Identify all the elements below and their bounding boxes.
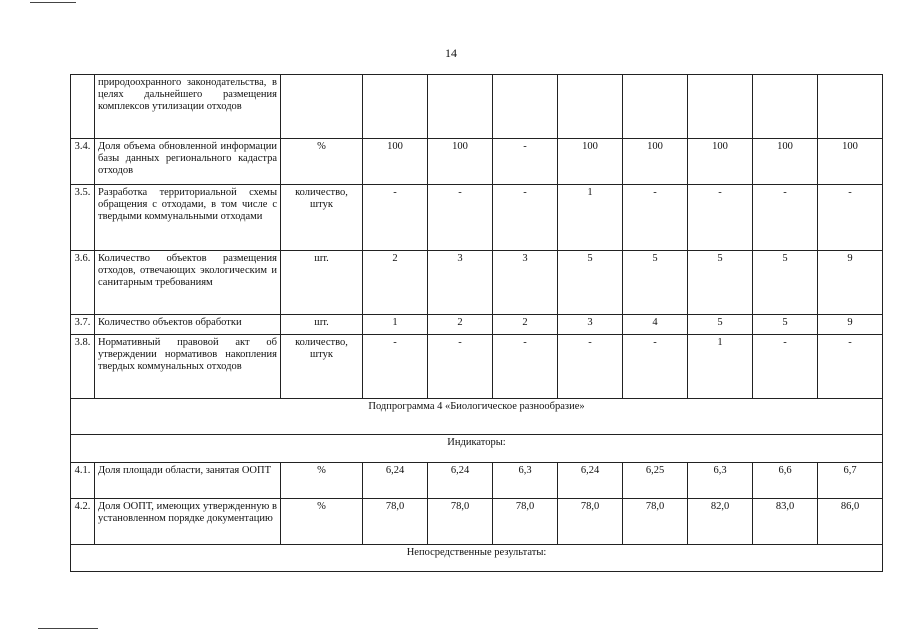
value-cell: 5 (753, 315, 818, 335)
table-row (71, 499, 883, 545)
value-cell: 9 (818, 315, 883, 335)
table-body (71, 75, 883, 572)
value-cell: 86,0 (818, 499, 883, 545)
value-cell: 3 (558, 315, 623, 335)
table-row (71, 315, 883, 335)
value-cell: - (818, 185, 883, 251)
value-cell: 82,0 (688, 499, 753, 545)
indicator-name: Количество объектов обработки (95, 315, 281, 335)
value-cell: 78,0 (558, 499, 623, 545)
value-cell: - (818, 335, 883, 399)
value-cell: 100 (363, 139, 428, 185)
value-cell: 2 (428, 315, 493, 335)
value-cell: 100 (688, 139, 753, 185)
value-cell: 6,6 (753, 463, 818, 499)
value-cell (623, 75, 688, 139)
unit-cell: шт. (281, 251, 363, 315)
value-cell: 6,3 (688, 463, 753, 499)
row-number: 4.1. (71, 463, 95, 499)
row-number: 4.2. (71, 499, 95, 545)
value-cell: 2 (363, 251, 428, 315)
value-cell: 5 (558, 251, 623, 315)
value-cell: 5 (753, 251, 818, 315)
value-cell: 1 (363, 315, 428, 335)
value-cell: 6,25 (623, 463, 688, 499)
unit-cell: количество, штук (281, 335, 363, 399)
value-cell: - (493, 139, 558, 185)
table-row (71, 75, 883, 139)
unit-cell: % (281, 499, 363, 545)
indicator-name: Доля объема обновленной информации базы данных регионального кадастра отходов (95, 139, 281, 185)
table-row (71, 139, 883, 185)
value-cell: - (428, 185, 493, 251)
value-cell: 78,0 (363, 499, 428, 545)
value-cell: 78,0 (493, 499, 558, 545)
indicator-name: Количество объектов размещения отходов, отвечающих экологическим и санитарным требованиям (95, 251, 281, 315)
value-cell (688, 75, 753, 139)
value-cell: 6,24 (428, 463, 493, 499)
scan-mark (38, 628, 98, 629)
row-number: 3.7. (71, 315, 95, 335)
value-cell (428, 75, 493, 139)
row-number: 3.6. (71, 251, 95, 315)
value-cell: 9 (818, 251, 883, 315)
value-cell (818, 75, 883, 139)
value-cell: 100 (818, 139, 883, 185)
unit-cell (281, 75, 363, 139)
section-row (71, 435, 883, 463)
section-heading: Подпрограмма 4 «Биологическое разнообразие» (71, 399, 883, 435)
value-cell: 5 (688, 251, 753, 315)
value-cell: 6,24 (558, 463, 623, 499)
table-row (71, 335, 883, 399)
unit-cell: количество, штук (281, 185, 363, 251)
row-number: 3.5. (71, 185, 95, 251)
value-cell: - (428, 335, 493, 399)
section-row (71, 399, 883, 435)
indicators-table (70, 74, 883, 572)
value-cell: 100 (753, 139, 818, 185)
value-cell: - (623, 335, 688, 399)
value-cell: - (688, 185, 753, 251)
value-cell: 78,0 (623, 499, 688, 545)
value-cell: 6,24 (363, 463, 428, 499)
indicator-name: Разработка территориальной схемы обращения с отходами, в том числе с твердыми коммунальными отходами (95, 185, 281, 251)
value-cell: - (623, 185, 688, 251)
value-cell: - (363, 185, 428, 251)
value-cell: - (558, 335, 623, 399)
table-row (71, 463, 883, 499)
unit-cell: шт. (281, 315, 363, 335)
value-cell (558, 75, 623, 139)
value-cell: 5 (688, 315, 753, 335)
value-cell (363, 75, 428, 139)
value-cell: 83,0 (753, 499, 818, 545)
value-cell: 1 (558, 185, 623, 251)
table-row (71, 185, 883, 251)
value-cell (493, 75, 558, 139)
value-cell: 3 (493, 251, 558, 315)
indicator-name: природоохранного законодательства, в целях дальнейшего размещения комплексов утилизации отходов (95, 75, 281, 139)
value-cell: - (493, 335, 558, 399)
table-row (71, 251, 883, 315)
value-cell: 2 (493, 315, 558, 335)
unit-cell: % (281, 139, 363, 185)
indicator-name: Доля ООПТ, имеющих утвержденную в установленном порядке документацию (95, 499, 281, 545)
value-cell: 3 (428, 251, 493, 315)
row-number: 3.8. (71, 335, 95, 399)
section-row (71, 545, 883, 572)
value-cell: 78,0 (428, 499, 493, 545)
section-heading: Индикаторы: (71, 435, 883, 463)
section-heading: Непосредственные результаты: (71, 545, 883, 572)
indicator-name: Доля площади области, занятая ООПТ (95, 463, 281, 499)
value-cell: 1 (688, 335, 753, 399)
value-cell: 6,3 (493, 463, 558, 499)
value-cell: 100 (623, 139, 688, 185)
value-cell: 5 (623, 251, 688, 315)
value-cell: 4 (623, 315, 688, 335)
row-number: 3.4. (71, 139, 95, 185)
value-cell: - (753, 185, 818, 251)
scan-mark (30, 2, 76, 3)
value-cell: 6,7 (818, 463, 883, 499)
value-cell (753, 75, 818, 139)
page-number: 14 (445, 46, 457, 60)
indicator-name: Нормативный правовой акт об утверждении нормативов накопления твердых коммунальных отходов (95, 335, 281, 399)
value-cell: 100 (428, 139, 493, 185)
value-cell: - (493, 185, 558, 251)
value-cell: 100 (558, 139, 623, 185)
row-number (71, 75, 95, 139)
value-cell: - (753, 335, 818, 399)
unit-cell: % (281, 463, 363, 499)
value-cell: - (363, 335, 428, 399)
